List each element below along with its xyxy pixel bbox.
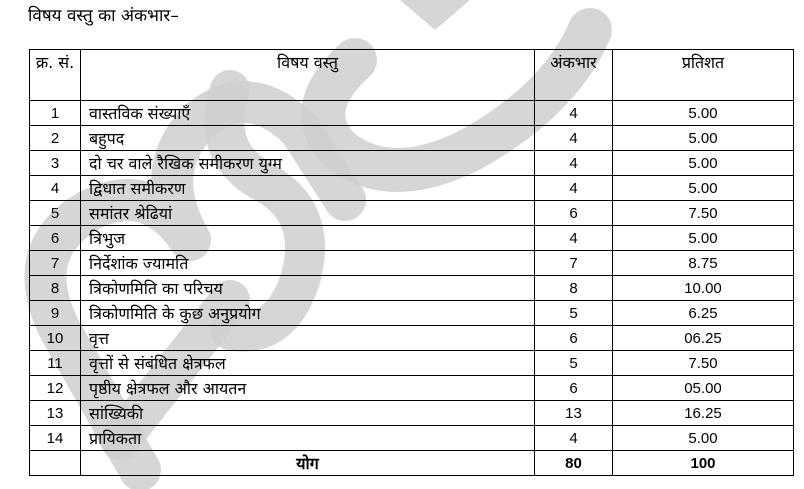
cell-marks: 4 xyxy=(535,126,613,151)
cell-serial: 13 xyxy=(30,401,81,426)
cell-percent: 5.00 xyxy=(613,151,794,176)
cell-serial: 1 xyxy=(30,101,81,126)
cell-topic: त्रिकोणमिति के कुछ अनुप्रयोग xyxy=(81,301,535,326)
cell-serial: 14 xyxy=(30,426,81,451)
header-serial-number: क्र. सं. xyxy=(30,50,81,101)
cell-marks: 6 xyxy=(535,376,613,401)
total-percent: 100 xyxy=(613,451,794,476)
cell-marks: 7 xyxy=(535,251,613,276)
table-row xyxy=(30,301,794,326)
cell-topic: समांतर श्रेढियां xyxy=(81,201,535,226)
cell-percent: 6.25 xyxy=(613,301,794,326)
cell-topic: द्विधात समीकरण xyxy=(81,176,535,201)
cell-percent: 5.00 xyxy=(613,226,794,251)
cell-topic: वृत्त xyxy=(81,326,535,351)
cell-marks: 4 xyxy=(535,426,613,451)
cell-marks: 5 xyxy=(535,351,613,376)
table-row xyxy=(30,226,794,251)
cell-serial: 7 xyxy=(30,251,81,276)
cell-percent: 5.00 xyxy=(613,176,794,201)
table-row xyxy=(30,251,794,276)
cell-serial: 5 xyxy=(30,201,81,226)
cell-serial: 2 xyxy=(30,126,81,151)
cell-topic: वृत्तों से संबंधित क्षेत्रफल xyxy=(81,351,535,376)
table-row xyxy=(30,126,794,151)
cell-serial: 4 xyxy=(30,176,81,201)
cell-serial: 6 xyxy=(30,226,81,251)
total-row xyxy=(30,451,794,476)
table-row xyxy=(30,426,794,451)
cell-percent: 10.00 xyxy=(613,276,794,301)
cell-topic: निर्देशांक ज्यामति xyxy=(81,251,535,276)
header-topic: विषय वस्तु xyxy=(81,50,535,101)
table-row xyxy=(30,401,794,426)
cell-serial: 11 xyxy=(30,351,81,376)
cell-percent: 7.50 xyxy=(613,351,794,376)
cell-topic: प्रायिकता xyxy=(81,426,535,451)
cell-percent: 5.00 xyxy=(613,101,794,126)
cell-topic: बहुपद xyxy=(81,126,535,151)
cell-percent: 5.00 xyxy=(613,426,794,451)
cell-topic: त्रिकोणमिति का परिचय xyxy=(81,276,535,301)
table-row xyxy=(30,276,794,301)
table-row xyxy=(30,151,794,176)
cell-marks: 4 xyxy=(535,226,613,251)
cell-topic: पृष्ठीय क्षेत्रफल और आयतन xyxy=(81,376,535,401)
table-row xyxy=(30,176,794,201)
cell-percent: 7.50 xyxy=(613,201,794,226)
table-row xyxy=(30,326,794,351)
total-serial-blank xyxy=(30,451,81,476)
cell-serial: 8 xyxy=(30,276,81,301)
cell-marks: 6 xyxy=(535,326,613,351)
cell-percent: 06.25 xyxy=(613,326,794,351)
cell-topic: दो चर वाले रैखिक समीकरण युग्म xyxy=(81,151,535,176)
header-marks: अंकभार xyxy=(535,50,613,101)
header-percent: प्रतिशत xyxy=(613,50,794,101)
cell-topic: वास्तविक संख्याएँ xyxy=(81,101,535,126)
cell-marks: 4 xyxy=(535,151,613,176)
cell-marks: 5 xyxy=(535,301,613,326)
cell-percent: 16.25 xyxy=(613,401,794,426)
table-header-row xyxy=(30,50,794,101)
cell-serial: 9 xyxy=(30,301,81,326)
cell-marks: 8 xyxy=(535,276,613,301)
total-label: योग xyxy=(81,451,535,476)
table-row xyxy=(30,376,794,401)
table-row xyxy=(30,351,794,376)
cell-topic: त्रिभुज xyxy=(81,226,535,251)
cell-serial: 10 xyxy=(30,326,81,351)
cell-marks: 6 xyxy=(535,201,613,226)
cell-serial: 12 xyxy=(30,376,81,401)
cell-percent: 8.75 xyxy=(613,251,794,276)
cell-percent: 5.00 xyxy=(613,126,794,151)
table-row xyxy=(30,101,794,126)
total-marks: 80 xyxy=(535,451,613,476)
table-row xyxy=(30,201,794,226)
cell-marks: 4 xyxy=(535,176,613,201)
cell-percent: 05.00 xyxy=(613,376,794,401)
cell-serial: 3 xyxy=(30,151,81,176)
cell-marks: 4 xyxy=(535,101,613,126)
cell-marks: 13 xyxy=(535,401,613,426)
cell-topic: सांख्यिकी xyxy=(81,401,535,426)
section-heading: विषय वस्तु का अंकभार– xyxy=(28,6,179,26)
content-weightage-table xyxy=(29,49,794,476)
